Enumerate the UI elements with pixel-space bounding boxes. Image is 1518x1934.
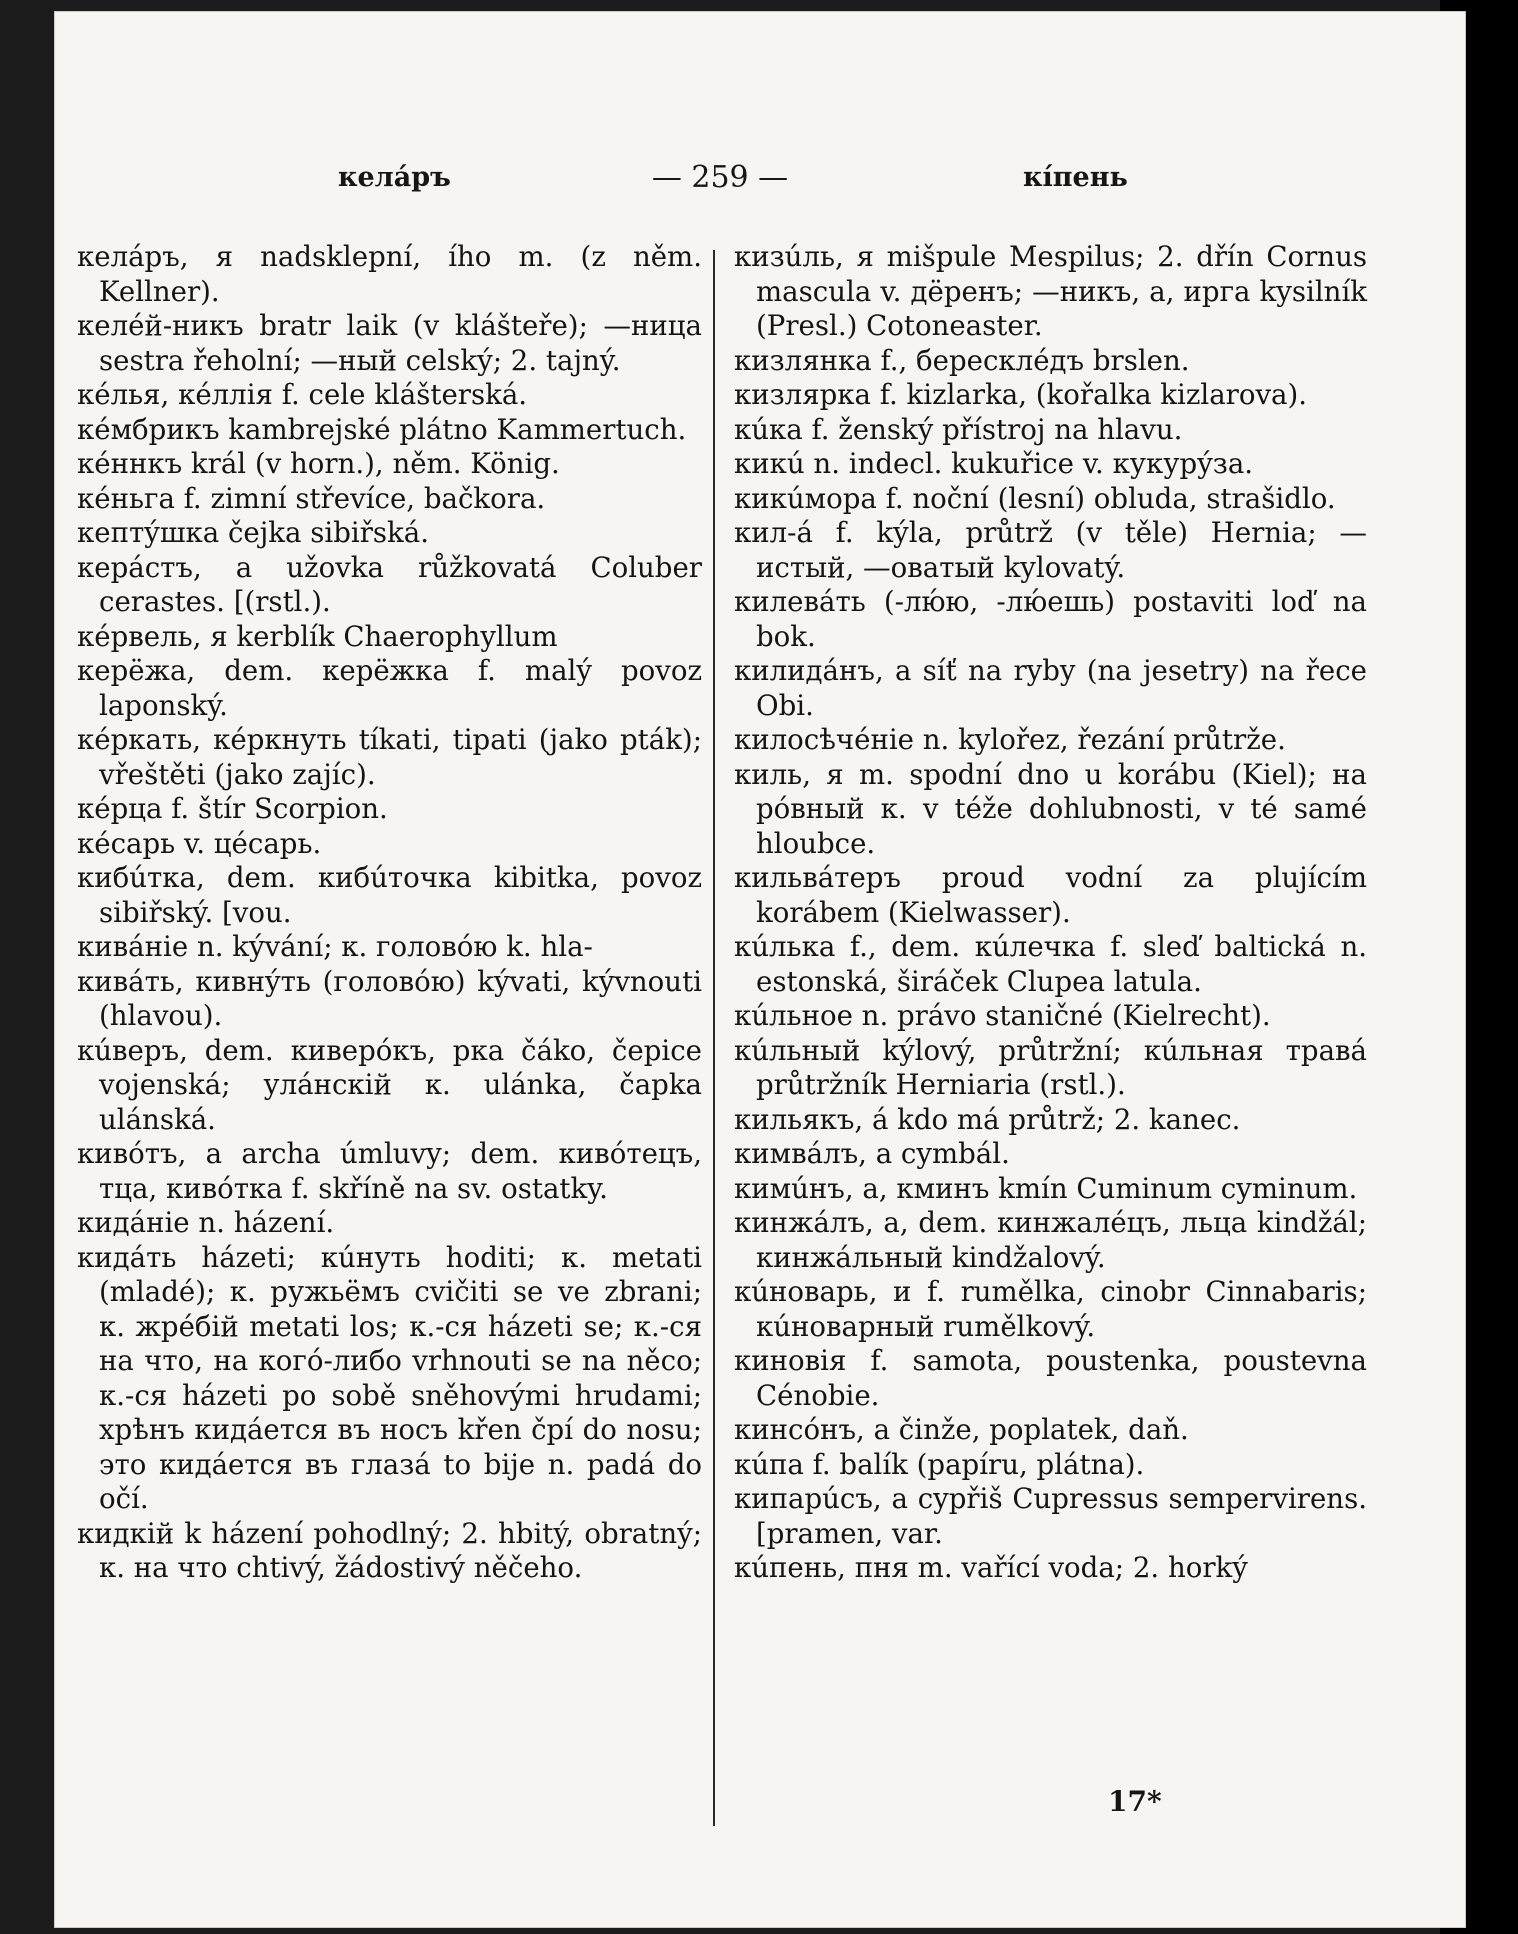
dictionary-entry: кинжáлъ, а, dem. кинжалéцъ, льца kindžál; кинжáльный kindžalový. — [734, 1206, 1367, 1274]
dictionary-entry: кил-á f. kýla, průtrž (v těle) Hernia; —истый, —оватый kylovatý. — [734, 516, 1367, 584]
dictionary-entry: кикú n. indecl. kukuřice v. кукурýза. — [734, 447, 1254, 480]
dictionary-entry: кéньга f. zimní střevíce, bačkora. — [77, 481, 546, 515]
dictionary-entry: кильякъ, á kdo má průtrž; 2. kanec. — [734, 1102, 1241, 1136]
dictionary-entry: килевáть (-лю́ю, -лю́ешь) postaviti loď na bok. — [734, 585, 1367, 653]
dictionary-entry: кизúль, я mišpule Mespilus; 2. dřín Cornus mascula v. дёренъ; —никъ, а, ирга kysilník (Presl.) Cotoneaster. — [734, 240, 1367, 342]
right-column — [734, 240, 1367, 1586]
dictionary-entry: кидáть házeti; кúнуть hoditi; к. metati (mladé); к. ружьёмъ cvičiti se ve zbrani; к. жрéбій metati los; к.-ся házeti se; к.-ся на что, на когó-либо vrhnouti se na něco; к.-ся házeti po sobě sněhovými hrudami; хрѣнъ кидáется въ носъ křen čpí do nosu; это кидáется въ глазá to bije n. padá do očí. — [77, 1240, 702, 1515]
dictionary-entry: кéсарь v. цéсарь. — [77, 826, 322, 860]
dictionary-entry: килосѣчéніе n. kylořez, řezání průtrže. — [734, 723, 1286, 756]
dictionary-entry: кéлья, кéллія f. cele klášterská. — [77, 378, 528, 411]
dictionary-entry: келáръ, я nadsklepní, ího m. (z něm. Kellner). — [77, 240, 702, 308]
dictionary-entry: кéмбрикъ kambrejské plátno Kammertuch. — [77, 412, 687, 446]
header-left-guide-word: келáръ — [338, 162, 451, 193]
dictionary-entry: кипарúсъ, а cypřiš Cupressus sempervirens. [pramen, var. — [734, 1482, 1367, 1550]
dictionary-entry: киновія f. samota, poustenka, poustevna Cénobie. — [734, 1344, 1367, 1412]
dictionary-entry: кúверъ, dem. киверóкъ, рка čáko, čepice vojenská; улáнскій к. ulánka, čapka ulánská. — [77, 1033, 702, 1136]
dictionary-entry: кúлька f., dem. кúлечка f. sleď baltická n. estonská, širáček Clupea latula. — [734, 930, 1367, 998]
dictionary-entry: кизлянка f., бересклéдъ brslen. — [734, 343, 1190, 377]
dictionary-entry: кикúмора f. noční (lesní) obluda, strašidlo. — [734, 481, 1336, 515]
dictionary-entry: кúпень, пня m. vařící voda; 2. horký — [734, 1551, 1248, 1584]
dictionary-entry: кéннкъ král (v horn.), něm. König. — [77, 447, 560, 480]
signature-mark: 17* — [1108, 1785, 1162, 1818]
dictionary-entry: кúка f. ženský přístroj na hlavu. — [734, 412, 1183, 446]
dictionary-entry: кéрца f. štír Scorpion. — [77, 792, 388, 825]
page-header — [55, 162, 1465, 202]
dictionary-entry: кúноварь, и f. rumělka, cinobr Cinnabaris; кúноварный rumělkový. — [734, 1275, 1367, 1343]
column-divider — [713, 250, 715, 1826]
dictionary-entry: кимвáлъ, а cymbál. — [734, 1137, 1010, 1170]
page-number: — 259 — — [651, 160, 789, 195]
dictionary-entry: кúльное n. právo staničné (Kielrecht). — [734, 999, 1271, 1032]
dictionary-entry: кинсóнъ, а činže, poplatek, daň. — [734, 1413, 1189, 1446]
dictionary-entry: кильвáтеръ proud vodní za plujícím korábem (Kielwasser). — [734, 861, 1367, 929]
dictionary-entry: киль, я m. spodní dno u korábu (Kiel); на рóвный к. v téže dohlubnosti, v té samé hloubce. — [734, 757, 1367, 860]
dictionary-entry: кептýшка čejka sibiřská. — [77, 516, 429, 549]
left-column — [77, 240, 702, 1586]
dictionary-entry: килидáнъ, а síť na ryby (na jesetry) na řece Obi. — [734, 654, 1367, 722]
dictionary-entry: кивáть, кивнýть (головóю) kývati, kývnouti (hlavou). — [77, 964, 702, 1032]
dictionary-entry: керёжа, dem. керёжка f. malý povoz laponský. — [77, 654, 702, 722]
dictionary-entry: кéркать, кéркнуть tíkati, tipati (jako pták); vřeštěti (jako zajíc). — [77, 723, 702, 791]
dictionary-entry: келéй-никъ bratr laik (v klášteře); —ница sestra řeholní; —ный celský; 2. tajný. — [77, 309, 702, 377]
dictionary-entry: кибúтка, dem. кибúточка kibitka, povoz sibiřský. [vou. — [77, 861, 702, 929]
dictionary-page — [55, 12, 1465, 1927]
dictionary-entry: кизлярка f. kizlarka, (kořalka kizlarova). — [734, 378, 1308, 411]
header-right-guide-word: кíпень — [1023, 162, 1128, 193]
dictionary-entry: кидкій k házení pohodlný; 2. hbitý, obratný; к. на что chtivý, žádostivý něčeho. — [77, 1516, 702, 1584]
dictionary-entry: кивáніе n. kývání; к. головóю k. hla- — [77, 930, 593, 963]
dictionary-entry: кéрвель, я kerblík Chaerophyllum — [77, 619, 558, 653]
dictionary-entry: кидáніе n. házení. — [77, 1206, 335, 1239]
dictionary-entry: кúпа f. balík (papíru, plátna). — [734, 1447, 1145, 1481]
dictionary-entry: кивóтъ, а archa úmluvy; dem. кивóтецъ, тца, кивóтка f. skříně na sv. ostatky. — [77, 1137, 702, 1205]
dictionary-entry: кúльный kýlový, průtržní; кúльная травá průtržník Herniaria (rstl.). — [734, 1033, 1367, 1101]
dictionary-entry: кимúнъ, а, кминъ kmín Cuminum cyminum. — [734, 1171, 1358, 1205]
dictionary-entry: керáстъ, а užovka růžkovatá Coluber cerastes. [(rstl.). — [77, 550, 702, 618]
